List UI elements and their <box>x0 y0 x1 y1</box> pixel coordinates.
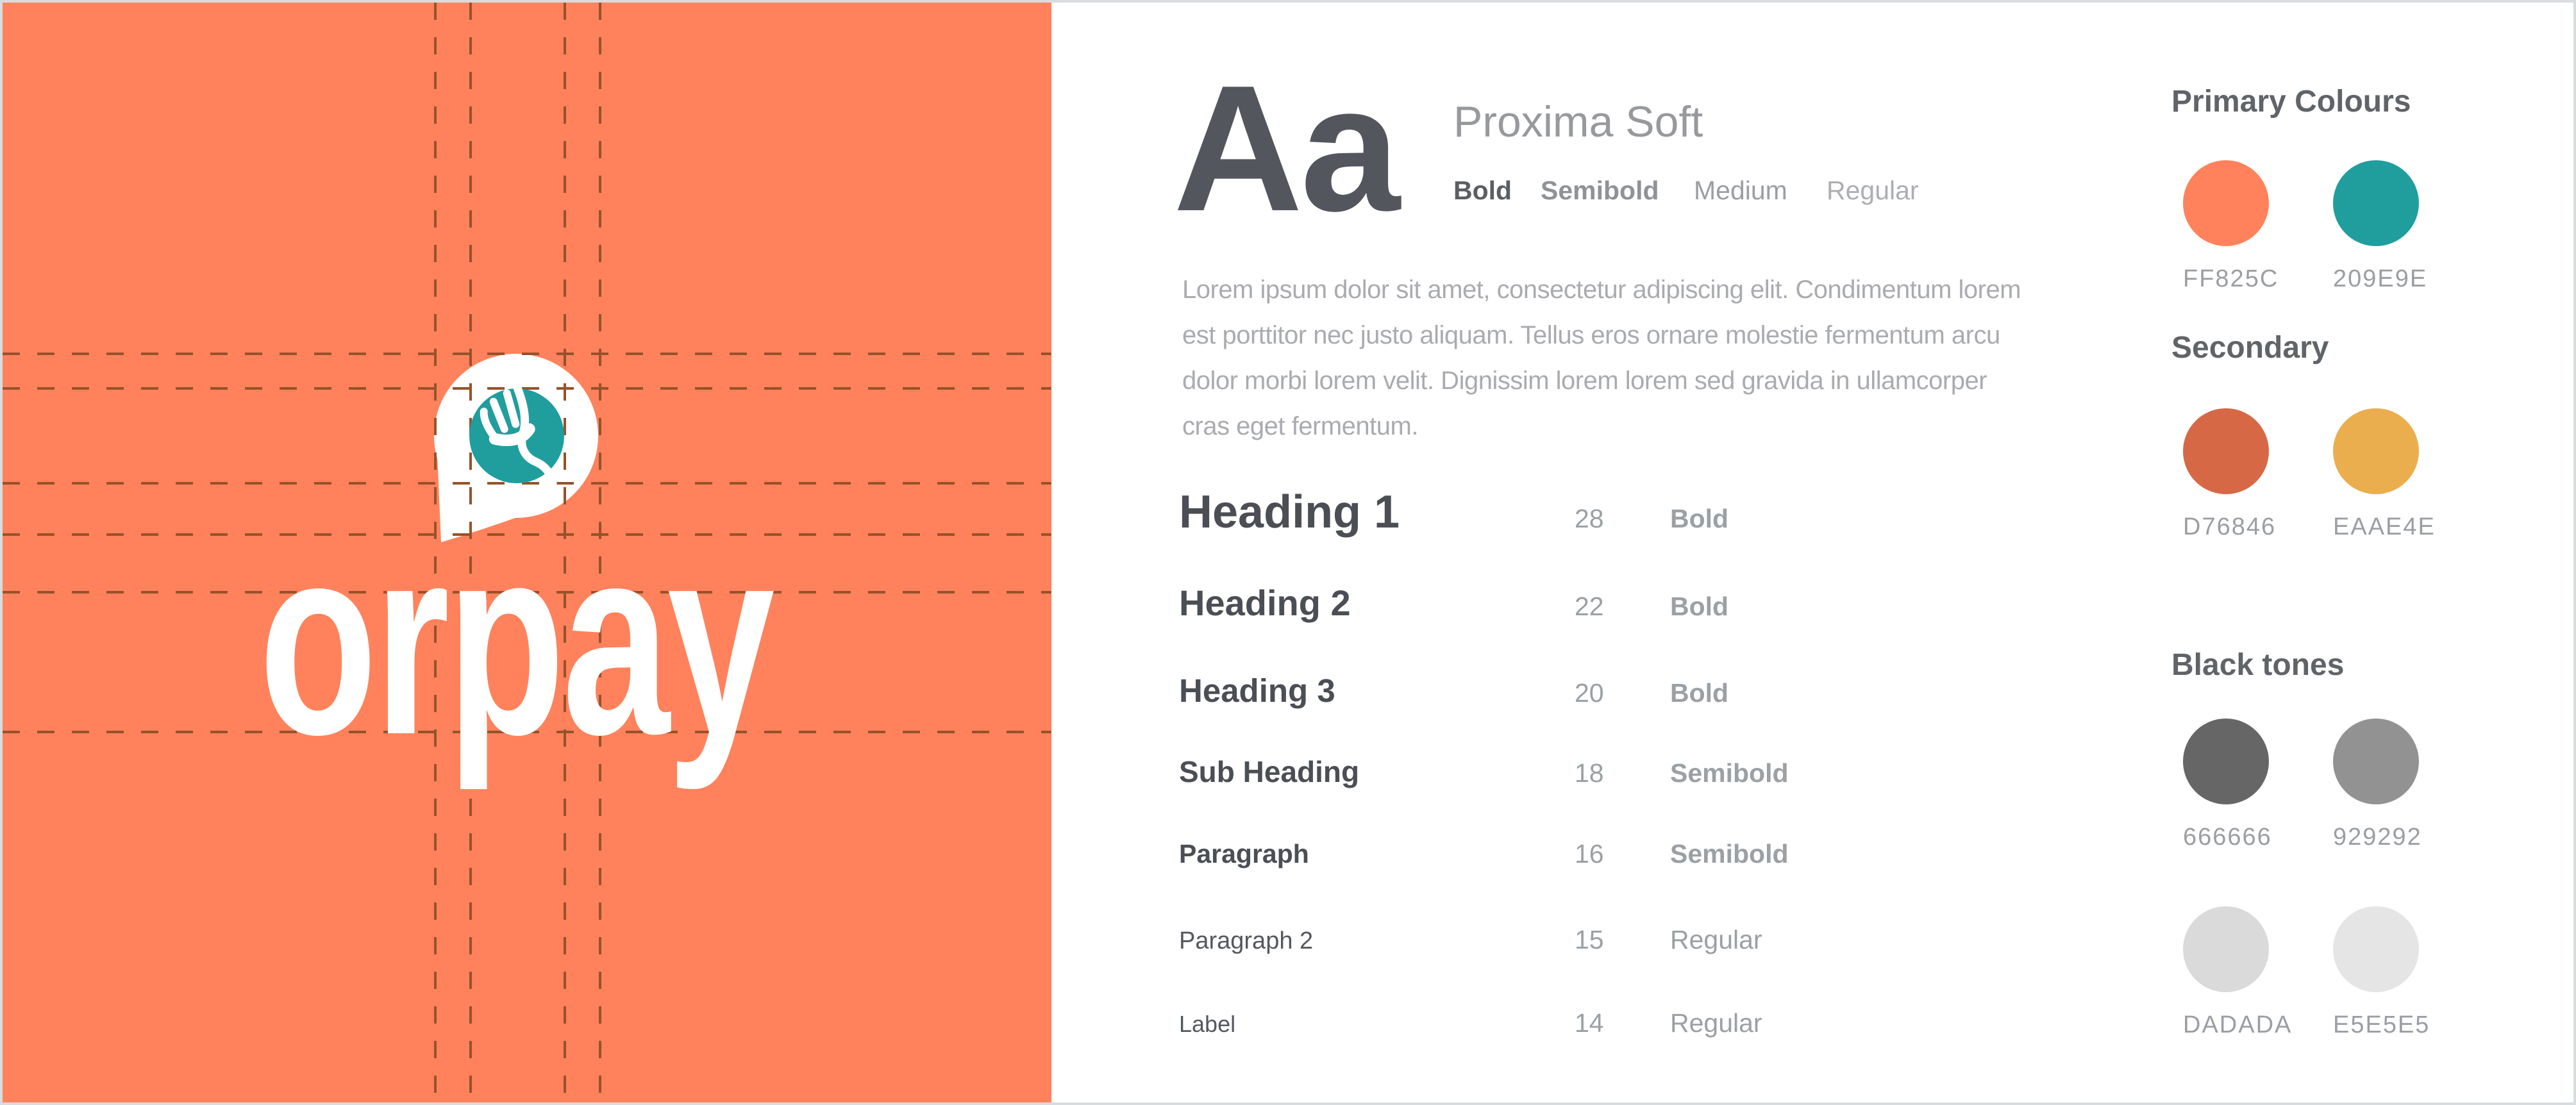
type-scale-row <box>1179 582 1728 624</box>
type-weight: Semibold <box>1670 839 1789 868</box>
swatch-color-circle <box>2333 906 2419 992</box>
color-swatch <box>2333 160 2428 293</box>
type-name: Label <box>1179 1011 1236 1037</box>
type-name: Sub Heading <box>1179 755 1360 788</box>
type-name: Heading 2 <box>1179 583 1351 623</box>
swatch-hex-label: E5E5E5 <box>2333 1011 2430 1038</box>
type-size: 14 <box>1575 1008 1604 1038</box>
type-weight: Bold <box>1670 592 1729 621</box>
logo-lockup <box>3 3 1051 1102</box>
swatch-color-circle <box>2183 408 2269 494</box>
swatch-color-circle <box>2183 906 2269 992</box>
swatch-color-circle <box>2183 160 2269 246</box>
type-size: 16 <box>1575 839 1604 868</box>
sample-paragraph-line: cras eget fermentum. <box>1182 412 1418 440</box>
font-name: Proxima Soft <box>1453 97 1703 146</box>
swatch-color-circle <box>2333 719 2419 804</box>
color-swatch <box>2183 719 2272 851</box>
color-swatch <box>2183 408 2277 541</box>
type-scale-row <box>1179 839 1789 869</box>
palette-row-secondary <box>2183 408 2436 541</box>
type-size: 28 <box>1575 504 1604 533</box>
palette-row-black-tones-1 <box>2183 719 2422 851</box>
weight-bold: Bold <box>1453 176 1512 205</box>
wordmark: orpay <box>259 490 973 791</box>
palette-row-primary <box>2183 160 2428 293</box>
sample-paragraph-line: est porttitor nec justo aliquam. Tellus eros ornare molestie fermentum arcu <box>1182 321 2000 349</box>
swatch-hex-label: 209E9E <box>2333 265 2428 292</box>
swatch-hex-label: EAAE4E <box>2333 513 2436 540</box>
type-size: 15 <box>1575 925 1604 954</box>
palette-row-black-tones-2 <box>2183 906 2430 1039</box>
type-name: Paragraph <box>1179 839 1309 868</box>
type-size: 20 <box>1575 678 1604 708</box>
type-scale-row <box>1179 754 1789 789</box>
swatch-color-circle <box>2333 408 2419 494</box>
color-swatch <box>2333 408 2436 541</box>
color-swatch <box>2183 160 2279 293</box>
type-weight: Bold <box>1670 504 1729 533</box>
swatch-hex-label: D76846 <box>2183 513 2277 540</box>
swatch-hex-label: FF825C <box>2183 265 2279 292</box>
sample-paragraph-line: Lorem ipsum dolor sit amet, consectetur adipiscing elit. Condimentum lorem <box>1182 276 2021 304</box>
type-scale-row <box>1179 486 1728 538</box>
palette-section-title-black-tones: Black tones <box>2171 648 2345 682</box>
type-weight: Bold <box>1670 678 1729 708</box>
swatch-hex-label: 929292 <box>2333 824 2422 851</box>
swatch-color-circle <box>2183 719 2269 804</box>
swatch-color-circle <box>2333 160 2419 246</box>
type-name: Heading 1 <box>1179 486 1400 538</box>
sample-paragraph-line: dolor morbi lorem velit. Dignissim lorem lorem sed gravida in ullamcorper <box>1182 367 1987 395</box>
type-specimen: Aa <box>1173 49 1398 249</box>
weight-regular: Regular <box>1827 176 1919 205</box>
type-scale-row <box>1179 925 1762 955</box>
type-name: Heading 3 <box>1179 672 1335 709</box>
palette-section-title-primary: Primary Colours <box>2171 85 2411 119</box>
weight-medium: Medium <box>1694 176 1787 205</box>
type-size: 18 <box>1575 758 1604 788</box>
color-swatch <box>2333 719 2422 851</box>
brand-panel <box>3 3 1051 1102</box>
color-swatch <box>2183 906 2293 1039</box>
type-weight: Regular <box>1670 1008 1762 1038</box>
type-size: 22 <box>1575 592 1604 621</box>
palette-section-title-secondary: Secondary <box>2171 331 2329 365</box>
swatch-hex-label: 666666 <box>2183 824 2272 851</box>
sample-paragraph <box>1182 267 2021 449</box>
type-weight: Regular <box>1670 925 1762 954</box>
type-scale-row <box>1179 1008 1762 1038</box>
weight-semibold: Semibold <box>1541 176 1659 205</box>
type-scale-row <box>1179 672 1728 710</box>
color-swatch <box>2333 906 2430 1039</box>
swatch-hex-label: DADADA <box>2183 1011 2293 1038</box>
type-weight: Semibold <box>1670 758 1789 788</box>
type-name: Paragraph 2 <box>1179 927 1314 954</box>
